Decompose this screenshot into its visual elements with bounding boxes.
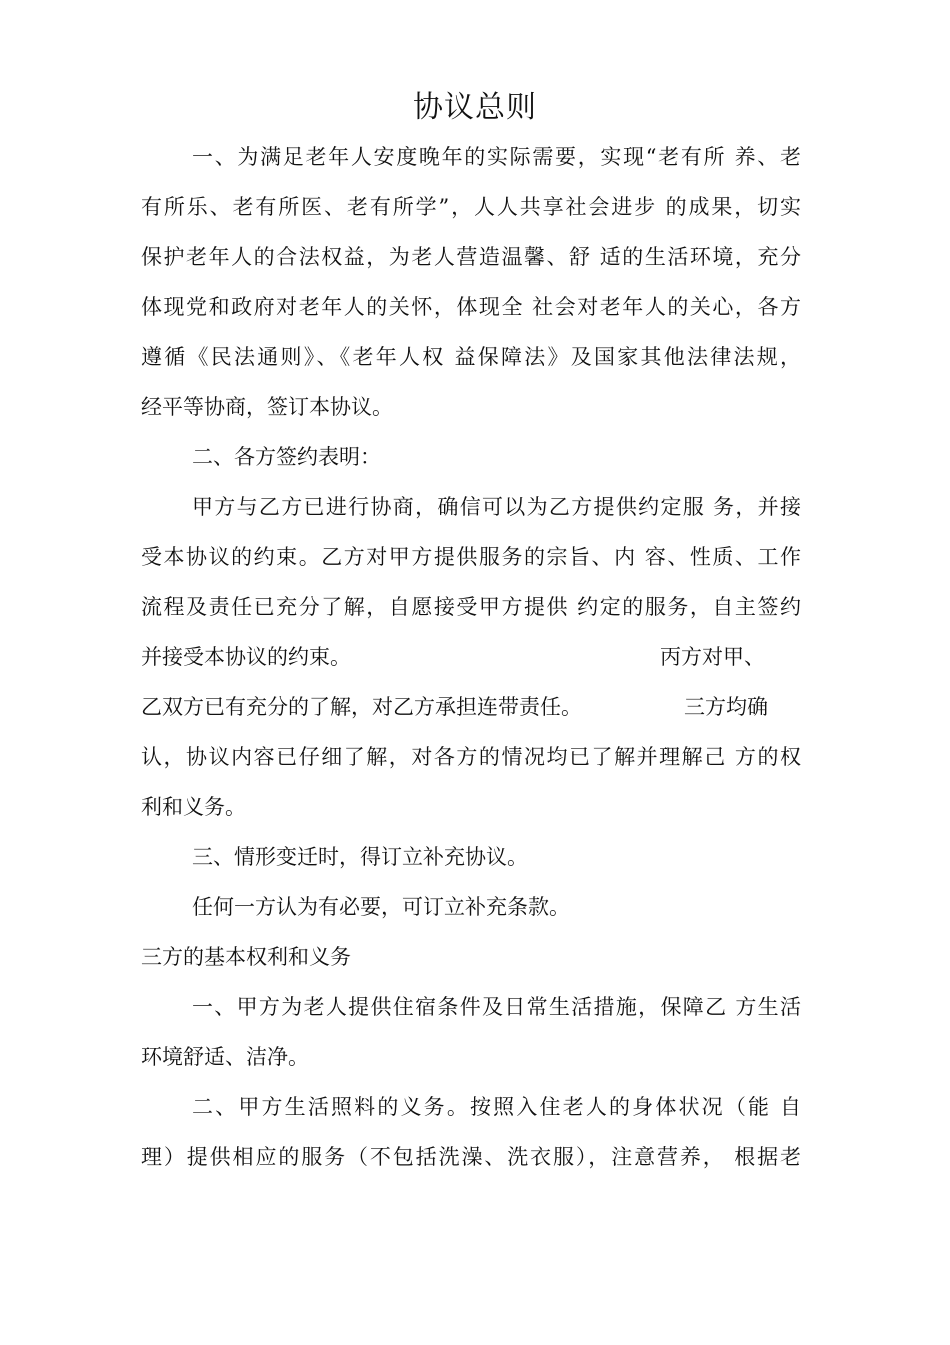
body-line: 二、各方签约表明： bbox=[192, 445, 381, 469]
body-line: 经平等协商，签订本协议。 bbox=[141, 395, 393, 419]
body-line: 利和义务。 bbox=[141, 795, 246, 819]
body-line: 甲方与乙方已进行协商，确信可以为乙方提供约定服 务，并接 bbox=[192, 495, 801, 519]
body-line: 保护老年人的合法权益，为老人营造温馨、舒 适的生活环境，充分 bbox=[141, 245, 801, 269]
body-line: 遵循《民法通则》、《老年人权 益保障法》及国家其他法律法规， bbox=[141, 345, 801, 369]
body-line: 理）提供相应的服务（不包括洗澡、洗衣服），注意营养， 根据老 bbox=[141, 1145, 801, 1169]
body-line: 受本协议的约束。乙方对甲方提供服务的宗旨、内 容、性质、工作 bbox=[141, 545, 801, 569]
body-line: 一、为满足老年人安度晚年的实际需要，实现“老有所 养、老 bbox=[192, 145, 801, 169]
body-line: 乙双方已有充分的了解，对乙方承担连带责任。 bbox=[141, 695, 582, 719]
body-line: 流程及责任已充分了解，自愿接受甲方提供 约定的服务，自主签约 bbox=[141, 595, 801, 619]
body-line: 体现党和政府对老年人的关怀，体现全 社会对老年人的关心，各方 bbox=[141, 295, 801, 319]
body-line: 二、甲方生活照料的义务。按照入住老人的身体状况（能 自 bbox=[192, 1095, 801, 1119]
body-line: 三、情形变迁时，得订立补充协议。 bbox=[192, 845, 528, 869]
body-line: 环境舒适、洁净。 bbox=[141, 1045, 309, 1069]
body-line: 三方的基本权利和义务 bbox=[141, 945, 351, 969]
body-line: 任何一方认为有必要，可订立补充条款。 bbox=[192, 895, 570, 919]
body-line: 丙方对甲、 bbox=[660, 645, 765, 669]
document-title: 协议总则 bbox=[413, 90, 537, 125]
body-line: 认，协议内容已仔细了解，对各方的情况均已了解并理解己 方的权 bbox=[141, 745, 801, 769]
body-line: 有所乐、老有所医、老有所学”，人人共享社会进步 的成果，切实 bbox=[141, 195, 801, 219]
body-line: 三方均确 bbox=[684, 695, 768, 719]
body-line: 一、甲方为老人提供住宿条件及日常生活措施，保障乙 方生活 bbox=[192, 995, 801, 1019]
body-line: 并接受本协议的约束。 bbox=[141, 645, 351, 669]
